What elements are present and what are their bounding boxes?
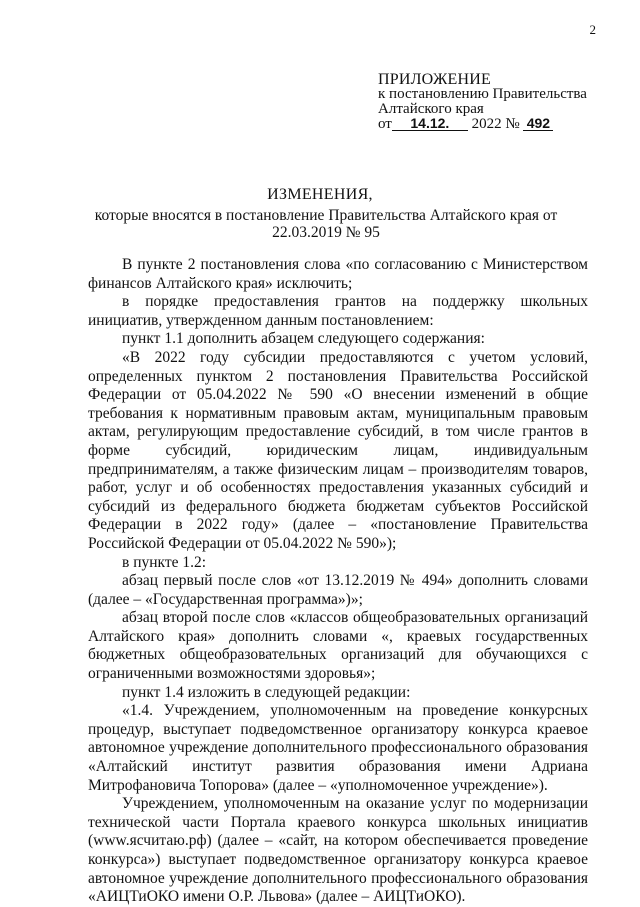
document-subtitle: которые вносятся в постановление Правительства Алтайского края от 22.03.2019 № 95 [94, 207, 558, 241]
appendix-heading: ПРИЛОЖЕНИЕ [378, 71, 492, 88]
paragraph: пункт 1.4 изложить в следующей редакции: [122, 683, 411, 701]
paragraph: в пункте 1.2: [122, 553, 207, 571]
page-number: 2 [589, 22, 596, 37]
appendix-block [378, 72, 608, 132]
appendix-year-number: 2022 № [471, 116, 520, 132]
appendix-date: 14.12. [392, 117, 468, 131]
appendix-line-1: к постановлению Правительства [378, 86, 587, 102]
appendix-line-2: Алтайского края [378, 101, 484, 117]
appendix-date-line [378, 117, 608, 132]
paragraph: абзац второй после слов «классов общеобразовательных организаций Алтайского края» дополнить словами «, краевых государственных бюджетных общеобразовательных организаций для обучающихся с ограниченными возможностями здоровья»; [88, 609, 588, 683]
appendix-number: 492 [523, 117, 553, 131]
document-body [88, 256, 588, 907]
paragraph: абзац первый после слов «от 13.12.2019 № 494» дополнить словами (далее – «Государственная программа»)»; [88, 572, 588, 608]
paragraph: пункт 1.1 дополнить абзацем следующего содержания: [122, 330, 485, 348]
paragraph: В пункте 2 постановления слова «по согласованию с Министерством финансов Алтайского края» исключить; [88, 256, 588, 292]
paragraph: «1.4. Учреждением, уполномоченным на проведение конкурсных процедур, выступает подведомственное организатору конкурса краевое автономное учреждение дополнительного профессионального образования «Алтайский институт развития образования имени Адриана Митрофановича Топорова» (далее – «уполномоченное учреждение»). [88, 702, 588, 794]
document-title: ИЗМЕНЕНИЯ, [267, 186, 373, 203]
paragraph: «В 2022 году субсидии предоставляются с учетом условий, определенных пунктом 2 постановления Правительства Российской Федерации от 05.04.2022 № 590 «О внесении изменений в общие требования к нормативным правовым актам, муниципальным правовым актам, регулирующим предоставление субсидий, в том числе грантов в форме субсидий, юридическим лицам, индивидуальным предпринимателям, а также физическим лицам – производителям товаров, работ, услуг и об особенностях предоставления указанных субсидий и субсидий из федерального бюджета бюджетам субъектов Российской Федерации в 2022 году» (далее – «постановление Правительства Российской Федерации от 05.04.2022 № 590»); [88, 348, 588, 552]
paragraph: в порядке предоставления грантов на поддержку школьных инициатив, утвержденном данным постановлением: [88, 293, 588, 329]
appendix-from-label: от [378, 116, 392, 132]
paragraph: Учреждением, уполномоченным на оказание услуг по модернизации технической части Портала краевого конкурса школьных инициатив (www.ясчитаю.рф) (далее – «сайт, на котором обеспечивается проведение конкурса») выступает подведомственное организатору конкурса краевое автономное учреждение дополнительного профессионального образования «АИЦТиОКО имени О.Р. Львова» (далее – АИЦТиОКО). [88, 795, 588, 906]
